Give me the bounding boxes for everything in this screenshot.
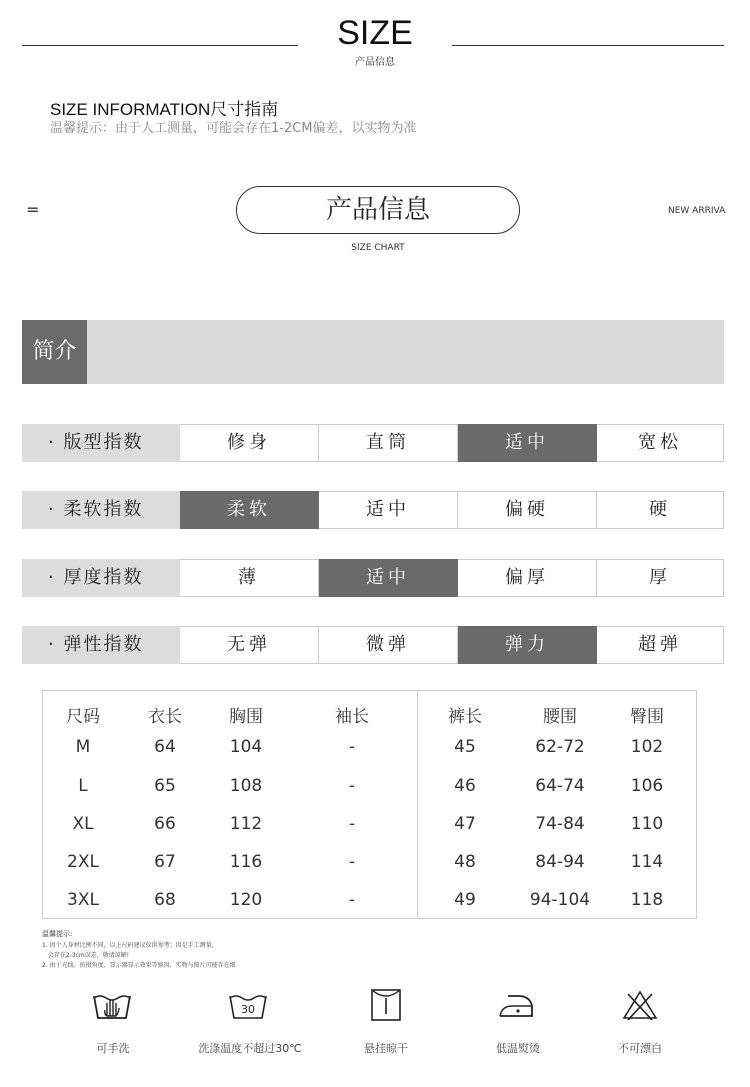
table-header: 尺码 [66,707,100,727]
table-cell: 45 [454,737,476,757]
index-option-selected: 弹力 [458,626,597,664]
table-header: 胸围 [229,707,263,727]
table-cell: 118 [630,890,664,910]
index-row [22,626,724,664]
intro-tag: 简介 [22,320,87,384]
index-label: · 厚度指数 [22,559,180,597]
table-cell: 74-84 [535,814,585,834]
table-header: 衣长 [148,707,182,727]
table-cell: 48 [454,852,476,872]
care-label-no-bleach: 不可漂白 [618,1042,662,1055]
wash-30-icon [228,988,268,1022]
index-label: · 柔软指数 [22,491,180,529]
page-title: SIZE [337,14,413,52]
tips-title: 温馨提示: [42,930,73,938]
table-header: 臀围 [630,707,664,727]
size-chart-caption: SIZE CHART [351,243,405,253]
table-cell: 68 [154,890,176,910]
table-cell: 64 [154,737,176,757]
size-table-divider [417,690,418,919]
table-cell: 106 [630,776,664,796]
index-option-selected: 适中 [458,424,597,462]
index-row [22,491,724,529]
table-cell: - [348,776,356,796]
index-label: · 版型指数 [22,424,180,462]
table-cell: 66 [154,814,176,834]
index-option-selected: 柔软 [180,491,319,529]
table-cell: L [78,776,88,796]
index-option: 超弹 [597,626,724,664]
index-option: 适中 [319,491,458,529]
table-cell: 67 [154,852,176,872]
banner-left-mark: = [26,200,40,219]
table-header: 腰围 [543,707,577,727]
table-cell: M [75,737,91,757]
index-option: 修身 [180,424,319,462]
svg-text:30: 30 [241,1003,255,1016]
tip-line: 2. 由于光线、拍摄角度、显示器显示效果等原因，实物与图片可能存在细 [42,962,236,969]
index-label: · 弹性指数 [22,626,180,664]
table-cell: 110 [630,814,664,834]
hand-wash-icon [92,988,132,1022]
care-label-hand-wash: 可手洗 [96,1042,130,1055]
hang-dry-icon [366,988,406,1022]
index-row [22,559,724,597]
index-option: 偏硬 [458,491,597,529]
table-cell: - [348,737,356,757]
tip-line: 会存在2-3cm误差，敬请谅解! [42,952,130,959]
low-iron-icon [496,988,536,1022]
index-option: 薄 [180,559,319,597]
intro-bar [22,320,724,384]
page-subtitle: 产品信息 [355,57,395,68]
table-cell: XL [72,814,94,834]
product-info-pill: 产品信息 [236,186,520,234]
index-option: 无弹 [180,626,319,664]
index-option: 硬 [597,491,724,529]
table-cell: 84-94 [535,852,585,872]
table-cell: 65 [154,776,176,796]
table-cell: - [348,814,356,834]
index-option: 直筒 [319,424,458,462]
table-cell: 114 [630,852,664,872]
table-cell: 64-74 [535,776,585,796]
table-cell: 49 [454,890,476,910]
table-cell: 120 [229,890,263,910]
index-option: 偏厚 [458,559,597,597]
index-option-selected: 适中 [319,559,458,597]
index-row [22,424,724,462]
size-info-title: SIZE INFORMATION尺寸指南 [50,100,279,119]
index-option: 厚 [597,559,724,597]
index-option: 微弹 [319,626,458,664]
table-cell: - [348,890,356,910]
table-cell: 108 [229,776,263,796]
table-cell: 112 [229,814,263,834]
table-cell: 104 [229,737,263,757]
index-option: 宽松 [597,424,724,462]
table-cell: 46 [454,776,476,796]
care-label-hang-dry: 悬挂晾干 [364,1042,408,1055]
table-cell: 62-72 [535,737,585,757]
table-cell: 102 [630,737,664,757]
no-bleach-icon [620,988,660,1022]
table-cell: 47 [454,814,476,834]
table-cell: 3XL [67,890,99,910]
table-header: 裤长 [448,707,482,727]
table-cell: - [348,852,356,872]
table-cell: 94-104 [529,890,591,910]
table-cell: 2XL [67,852,99,872]
care-label-low-iron: 低温熨烫 [496,1042,540,1055]
table-cell: 116 [229,852,263,872]
tip-line: 1. 因个人身材比例不同，以上尺码建议仅供参考；因是手工测量， [42,942,218,949]
size-info-note: 温馨提示：由于人工测量，可能会存在1-2CM偏差，以实物为准 [50,121,417,136]
care-label-wash-temp: 洗涤温度不超过30℃ [198,1042,302,1055]
table-header: 袖长 [335,707,369,727]
new-arrival-text: NEW ARRIVA [668,206,726,216]
